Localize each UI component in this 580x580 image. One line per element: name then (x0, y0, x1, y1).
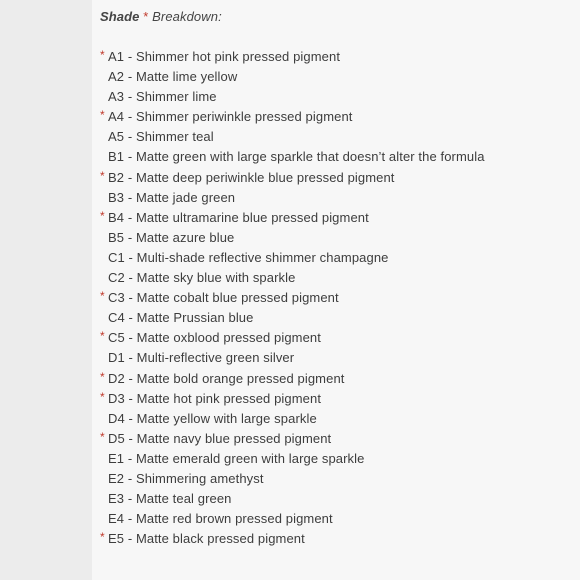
shade-list-item (100, 147, 570, 167)
shade-description: E3 - Matte teal green (108, 491, 232, 507)
shade-list-item (100, 127, 570, 147)
asterisk-marker: * (100, 48, 105, 62)
shade-list-item (100, 228, 570, 248)
shade-list-item (100, 168, 570, 188)
shade-description: B1 - Matte green with large sparkle that doesn’t alter the formula (108, 149, 485, 165)
heading-bold-word: Shade (100, 9, 140, 24)
asterisk-marker: * (100, 329, 105, 344)
shade-description: D2 - Matte bold orange pressed pigment (108, 370, 345, 386)
shade-list-item (100, 509, 570, 529)
shade-list-item (100, 67, 570, 87)
shade-list-item (100, 328, 570, 348)
shade-list-item (100, 288, 570, 308)
shade-list-item (100, 268, 570, 288)
shade-description: E2 - Shimmering amethyst (108, 470, 264, 486)
shade-list-item (100, 308, 570, 328)
spacer (100, 27, 570, 47)
shade-list-item (100, 409, 570, 429)
section-heading (100, 7, 570, 27)
asterisk-marker: * (100, 289, 105, 304)
shade-list-item (100, 369, 570, 389)
shade-description: C3 - Matte cobalt blue pressed pigment (108, 290, 339, 306)
shade-list-item (100, 208, 570, 228)
shade-description: A5 - Shimmer teal (108, 129, 214, 145)
shade-description: C1 - Multi-shade reflective shimmer champagne (108, 249, 389, 265)
shade-description: A2 - Matte lime yellow (108, 69, 238, 85)
shade-description: D4 - Matte yellow with large sparkle (108, 410, 317, 426)
shade-list-item (100, 107, 570, 127)
shade-list-item (100, 529, 570, 549)
asterisk-marker: * (100, 168, 105, 183)
heading-rest: Breakdown: (152, 9, 222, 24)
asterisk-marker: * (100, 208, 105, 223)
shade-description: A3 - Shimmer lime (108, 89, 217, 105)
shade-description: B3 - Matte jade green (108, 189, 236, 205)
asterisk-marker: * (100, 369, 105, 384)
shade-list-item (100, 348, 570, 368)
shade-description: D1 - Multi-reflective green silver (108, 350, 295, 366)
shade-list-item (100, 429, 570, 449)
shade-list (100, 47, 570, 549)
heading-asterisk: * (143, 9, 149, 24)
shade-description: B2 - Matte deep periwinkle blue pressed pigment (108, 169, 395, 185)
shade-description: C5 - Matte oxblood pressed pigment (108, 330, 321, 346)
shade-list-item (100, 449, 570, 469)
shade-description: E4 - Matte red brown pressed pigment (108, 511, 333, 527)
shade-list-item (100, 87, 570, 107)
shade-description: B5 - Matte azure blue (108, 229, 235, 245)
shade-description: E5 - Matte black pressed pigment (108, 531, 305, 547)
asterisk-marker: * (100, 530, 105, 545)
shade-list-item (100, 389, 570, 409)
shade-description: D5 - Matte navy blue pressed pigment (108, 430, 332, 446)
shade-description: A1 - Shimmer hot pink pressed pigment (108, 49, 341, 64)
shade-list-item (100, 489, 570, 509)
shade-list-item (100, 248, 570, 268)
shade-description: A4 - Shimmer periwinkle pressed pigment (108, 109, 353, 125)
shade-description: C2 - Matte sky blue with sparkle (108, 270, 296, 286)
shade-description: C4 - Matte Prussian blue (108, 310, 254, 326)
shade-description: D3 - Matte hot pink pressed pigment (108, 390, 322, 406)
asterisk-marker: * (100, 429, 105, 444)
asterisk-marker: * (100, 108, 105, 123)
asterisk-marker: * (100, 389, 105, 404)
shade-description: E1 - Matte emerald green with large sparkle (108, 450, 365, 466)
shade-description: B4 - Matte ultramarine blue pressed pigment (108, 209, 369, 225)
shade-list-item (100, 469, 570, 489)
shade-breakdown-section (100, 7, 570, 549)
shade-list-item (100, 188, 570, 208)
shade-list-item (100, 47, 570, 67)
